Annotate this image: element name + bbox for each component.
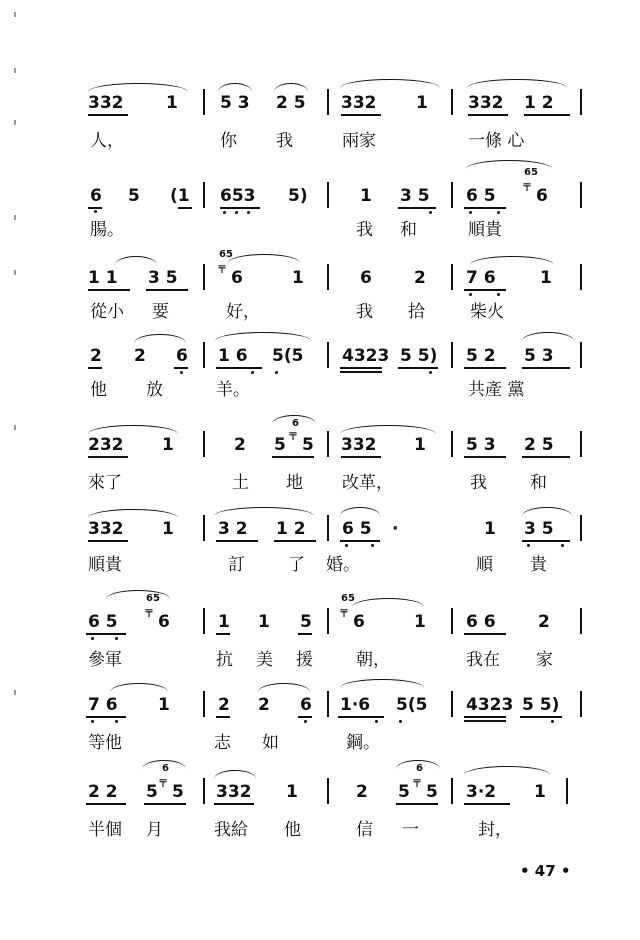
notes: 1 2 bbox=[276, 519, 306, 539]
lyric: 改革， bbox=[342, 473, 393, 493]
notes: 7 6 bbox=[466, 268, 496, 288]
grace-note-ornament: 6 bbox=[162, 763, 169, 774]
barline bbox=[327, 691, 329, 717]
lyric: 家 bbox=[536, 650, 553, 670]
slur bbox=[214, 770, 256, 779]
barline bbox=[451, 691, 453, 717]
notes: 1 2 bbox=[524, 93, 554, 113]
notes: 3 5 bbox=[400, 186, 430, 206]
dot-below bbox=[497, 293, 500, 296]
lyric: 我在 bbox=[466, 650, 500, 670]
barline bbox=[451, 431, 453, 457]
barline bbox=[327, 342, 329, 368]
slur bbox=[522, 332, 574, 341]
notes: 2 bbox=[134, 346, 146, 366]
notes: 332 bbox=[88, 93, 124, 113]
slur bbox=[272, 415, 316, 424]
notes: 5 bbox=[146, 782, 158, 802]
underline bbox=[86, 803, 126, 805]
slur bbox=[106, 590, 170, 599]
dot-below bbox=[251, 371, 254, 374]
underline bbox=[88, 367, 102, 369]
dot-below bbox=[115, 720, 118, 723]
notes: 6 5 bbox=[88, 612, 118, 632]
underline bbox=[398, 207, 436, 209]
lyric: 來了 bbox=[88, 473, 122, 493]
notes: 5) bbox=[288, 186, 308, 206]
dot-below bbox=[399, 720, 402, 723]
slur bbox=[352, 598, 424, 607]
barline bbox=[451, 89, 453, 115]
dot-below bbox=[375, 720, 378, 723]
lyric: 放 bbox=[146, 380, 163, 400]
lyric: 土 bbox=[232, 473, 249, 493]
underline bbox=[338, 716, 384, 718]
underline bbox=[88, 114, 128, 116]
lyric: 志 bbox=[214, 733, 231, 753]
lyric: 鋼。 bbox=[346, 733, 380, 753]
underline bbox=[88, 540, 128, 542]
notes: 5 bbox=[426, 782, 438, 802]
slur bbox=[274, 83, 308, 92]
barline bbox=[580, 342, 582, 368]
notes: 5 3 bbox=[220, 93, 250, 113]
notes: (1 bbox=[170, 186, 190, 206]
notes: 1 6 bbox=[218, 346, 248, 366]
notes: 2 2 bbox=[88, 782, 118, 802]
underline bbox=[340, 371, 382, 373]
lyric: 從小 bbox=[90, 302, 124, 322]
slur bbox=[115, 256, 157, 265]
notes: 1·6 bbox=[340, 695, 371, 715]
dot-below bbox=[527, 544, 530, 547]
lyric: 順貴 bbox=[468, 220, 502, 240]
score-system bbox=[0, 160, 640, 260]
dot-below bbox=[429, 371, 432, 374]
lyric: 人， bbox=[90, 131, 124, 151]
grace-note-ornament: 65 bbox=[341, 593, 355, 604]
underline bbox=[340, 540, 380, 542]
dot-below bbox=[429, 211, 432, 214]
dot-below bbox=[235, 211, 238, 214]
notes: 5 5) bbox=[522, 695, 560, 715]
notes: 2 bbox=[538, 612, 550, 632]
barline bbox=[327, 608, 329, 634]
notes: 653 bbox=[220, 186, 256, 206]
notes: 7 6 bbox=[88, 695, 118, 715]
dot-below bbox=[551, 720, 554, 723]
slur bbox=[396, 760, 440, 769]
lyric: 貴 bbox=[530, 555, 547, 575]
underline bbox=[522, 540, 570, 542]
dot-below bbox=[180, 371, 183, 374]
slur bbox=[470, 256, 554, 265]
underline bbox=[522, 456, 570, 458]
underline bbox=[216, 367, 262, 369]
underline bbox=[464, 716, 506, 718]
underline bbox=[216, 540, 258, 542]
lyric: 好， bbox=[226, 302, 260, 322]
dot-below bbox=[497, 211, 500, 214]
notes: 232 bbox=[88, 435, 124, 455]
lyric: 一 bbox=[402, 820, 419, 840]
underline bbox=[144, 803, 186, 805]
notes: 3 5 bbox=[524, 519, 554, 539]
lyric: 半個 bbox=[88, 820, 122, 840]
notes: 332 bbox=[468, 93, 504, 113]
underline bbox=[214, 803, 254, 805]
dot-below bbox=[469, 211, 472, 214]
barline bbox=[451, 182, 453, 208]
lyric: 我給 bbox=[214, 820, 248, 840]
grace-note-ornament: 〒 bbox=[288, 432, 298, 443]
notes: 1 bbox=[360, 186, 372, 206]
notes: 1 bbox=[540, 268, 552, 288]
slur bbox=[258, 683, 310, 692]
lyric: 朝， bbox=[356, 650, 390, 670]
underline bbox=[524, 114, 570, 116]
lyric: 腸。 bbox=[90, 220, 124, 240]
slur bbox=[340, 507, 380, 516]
lyric: 羊。 bbox=[216, 380, 250, 400]
slur bbox=[228, 254, 300, 263]
lyric: 如 bbox=[262, 733, 279, 753]
slur bbox=[88, 83, 188, 92]
barline bbox=[327, 264, 329, 290]
lyric: 和 bbox=[530, 473, 547, 493]
grace-note-ornament: 〒 bbox=[522, 183, 532, 194]
notes: 1 bbox=[258, 612, 270, 632]
notes: 332 bbox=[341, 435, 377, 455]
barline bbox=[327, 89, 329, 115]
notes: 1 bbox=[218, 612, 230, 632]
underline bbox=[396, 803, 438, 805]
grace-note-ornament: 65 bbox=[219, 249, 233, 260]
barline bbox=[203, 89, 205, 115]
lyric: 封， bbox=[478, 820, 512, 840]
dot-below bbox=[91, 637, 94, 640]
notes: 1 bbox=[292, 268, 304, 288]
notes: 1 bbox=[414, 435, 426, 455]
notes: 6 bbox=[231, 268, 243, 288]
slur bbox=[340, 79, 440, 88]
underline bbox=[464, 367, 506, 369]
lyric: 美 bbox=[256, 650, 273, 670]
notes: 5(5 bbox=[272, 346, 304, 366]
page-number: • 47 • bbox=[520, 862, 571, 880]
notes: 2 bbox=[90, 346, 102, 366]
underline bbox=[216, 633, 230, 635]
notes: 5 bbox=[302, 435, 314, 455]
lyric: 一條 心 bbox=[468, 131, 525, 151]
barline bbox=[580, 431, 582, 457]
lyric: 月 bbox=[146, 820, 163, 840]
lyric: 了 bbox=[288, 555, 305, 575]
slur bbox=[110, 683, 168, 692]
barline bbox=[451, 778, 453, 804]
grace-note-ornament: 〒 bbox=[158, 779, 168, 790]
notes: 4323 bbox=[466, 695, 514, 715]
notes: 1 bbox=[158, 695, 170, 715]
notes: 6 bbox=[300, 695, 312, 715]
underline bbox=[520, 716, 562, 718]
notes: 5(5 bbox=[396, 695, 428, 715]
notes: 2 bbox=[234, 435, 246, 455]
barline bbox=[203, 342, 205, 368]
lyric: 順 bbox=[476, 555, 493, 575]
lyric: 援 bbox=[296, 650, 313, 670]
lyric: 參軍 bbox=[88, 650, 122, 670]
notes: 5 bbox=[274, 435, 286, 455]
lyric: 兩家 bbox=[342, 131, 376, 151]
underline bbox=[86, 633, 126, 635]
barline bbox=[566, 778, 568, 804]
underline bbox=[298, 633, 312, 635]
notes: 5 2 bbox=[466, 346, 496, 366]
notes: 5 3 bbox=[466, 435, 496, 455]
notes: 2 5 bbox=[276, 93, 306, 113]
lyric: 我 bbox=[276, 131, 293, 151]
lyric: 婚。 bbox=[326, 555, 360, 575]
notes: 1 bbox=[162, 519, 174, 539]
dot-below bbox=[115, 637, 118, 640]
slur bbox=[214, 507, 314, 516]
slur bbox=[134, 334, 186, 343]
notes: 6 bbox=[360, 268, 372, 288]
slur bbox=[522, 507, 572, 516]
barline bbox=[580, 608, 582, 634]
notes: 2 bbox=[258, 695, 270, 715]
slur bbox=[466, 160, 552, 169]
grace-note-ornament: 〒 bbox=[339, 609, 349, 620]
slur bbox=[464, 766, 550, 775]
slur bbox=[340, 679, 424, 688]
notes: 6 bbox=[353, 612, 365, 632]
underline bbox=[522, 367, 570, 369]
grace-note-ornament: 65 bbox=[146, 593, 160, 604]
lyric: 共產 黨 bbox=[468, 380, 525, 400]
underline bbox=[298, 716, 312, 718]
notes: 1 bbox=[414, 612, 426, 632]
notes: 2 bbox=[218, 695, 230, 715]
slur bbox=[467, 79, 567, 88]
lyric: 要 bbox=[152, 302, 169, 322]
notes: 4323 bbox=[342, 346, 390, 366]
notes: 3 5 bbox=[148, 268, 178, 288]
dot-below bbox=[345, 544, 348, 547]
lyric: 我 bbox=[470, 473, 487, 493]
underline bbox=[272, 456, 314, 458]
notes: 6 bbox=[90, 186, 102, 206]
slur bbox=[88, 425, 178, 434]
grace-note-ornament: 〒 bbox=[412, 779, 422, 790]
notes: 5 bbox=[300, 612, 312, 632]
underline bbox=[341, 456, 381, 458]
lyric: 他 bbox=[284, 820, 301, 840]
notes: 5 bbox=[128, 186, 140, 206]
notes: 5 bbox=[398, 782, 410, 802]
margin-mark bbox=[14, 12, 16, 17]
underline bbox=[464, 633, 506, 635]
slur bbox=[88, 509, 178, 518]
barline bbox=[327, 778, 329, 804]
underline bbox=[274, 540, 316, 542]
notes: 1 bbox=[484, 519, 496, 539]
notes: 6 bbox=[158, 612, 170, 632]
slur bbox=[340, 425, 436, 434]
barline bbox=[203, 515, 205, 541]
lyric: 拾 bbox=[408, 302, 425, 322]
underline bbox=[464, 803, 510, 805]
dot-below bbox=[304, 720, 307, 723]
notes: 2 bbox=[356, 782, 368, 802]
lyric: 抗 bbox=[216, 650, 233, 670]
dot-below bbox=[561, 544, 564, 547]
underline bbox=[174, 367, 188, 369]
barline bbox=[203, 431, 205, 457]
underline bbox=[88, 456, 128, 458]
notes: · bbox=[392, 519, 399, 539]
grace-note-ornament: 〒 bbox=[217, 265, 227, 276]
underline bbox=[464, 207, 506, 209]
notes: 2 5 bbox=[524, 435, 554, 455]
barline bbox=[203, 608, 205, 634]
grace-note-ornament: 6 bbox=[416, 763, 423, 774]
barline bbox=[203, 182, 205, 208]
underline bbox=[220, 207, 260, 209]
underline bbox=[86, 716, 126, 718]
barline bbox=[580, 691, 582, 717]
lyric: 信 bbox=[356, 820, 373, 840]
dot-below bbox=[275, 371, 278, 374]
underline bbox=[88, 207, 102, 209]
lyric: 等他 bbox=[88, 733, 122, 753]
slur bbox=[218, 83, 252, 92]
notes: 332 bbox=[341, 93, 377, 113]
notes: 6 bbox=[176, 346, 188, 366]
lyric: 地 bbox=[286, 473, 303, 493]
lyric: 我 bbox=[356, 220, 373, 240]
notes: 5 3 bbox=[524, 346, 554, 366]
notes: 1 bbox=[166, 93, 178, 113]
notes: 6 5 bbox=[466, 186, 496, 206]
score-system bbox=[0, 415, 640, 515]
underline bbox=[398, 367, 438, 369]
notes: 3 2 bbox=[218, 519, 248, 539]
lyric: 你 bbox=[220, 131, 237, 151]
dot-below bbox=[469, 293, 472, 296]
notes: 3·2 bbox=[466, 782, 497, 802]
barline bbox=[580, 264, 582, 290]
notes: 332 bbox=[216, 782, 252, 802]
barline bbox=[451, 264, 453, 290]
slur bbox=[142, 760, 186, 769]
underline bbox=[146, 289, 188, 291]
notes: 1 bbox=[162, 435, 174, 455]
notes: 6 bbox=[536, 186, 548, 206]
barline bbox=[580, 515, 582, 541]
notes: 2 bbox=[414, 268, 426, 288]
grace-note-ornament: 6 bbox=[292, 418, 299, 429]
barline bbox=[451, 342, 453, 368]
dot-below bbox=[91, 720, 94, 723]
dot-below bbox=[94, 210, 97, 213]
barline bbox=[327, 431, 329, 457]
barline bbox=[451, 608, 453, 634]
lyric: 他 bbox=[90, 380, 107, 400]
lyric: 和 bbox=[400, 220, 417, 240]
slur bbox=[215, 332, 311, 341]
lyric: 順貴 bbox=[88, 555, 122, 575]
notes: 1 bbox=[286, 782, 298, 802]
underline bbox=[464, 289, 506, 291]
notes: 5 5) bbox=[400, 346, 438, 366]
underline bbox=[340, 367, 382, 369]
underline bbox=[464, 720, 506, 722]
lyric: 訂 bbox=[228, 555, 245, 575]
barline bbox=[203, 778, 205, 804]
score-system bbox=[0, 760, 640, 860]
barline bbox=[203, 691, 205, 717]
notes: 1 bbox=[534, 782, 546, 802]
margin-mark bbox=[14, 68, 16, 73]
barline bbox=[327, 182, 329, 208]
dot-below bbox=[223, 211, 226, 214]
notes: 1 1 bbox=[88, 268, 118, 288]
barline bbox=[203, 264, 205, 290]
dot-below bbox=[371, 544, 374, 547]
notes: 6 5 bbox=[342, 519, 372, 539]
barline bbox=[580, 89, 582, 115]
lyric: 柴火 bbox=[470, 302, 504, 322]
grace-note-ornament: 〒 bbox=[144, 609, 154, 620]
underline bbox=[216, 716, 230, 718]
notes: 5 bbox=[172, 782, 184, 802]
notes: 1 bbox=[416, 93, 428, 113]
notes: 332 bbox=[88, 519, 124, 539]
barline bbox=[580, 182, 582, 208]
dot-below bbox=[247, 211, 250, 214]
grace-note-ornament: 65 bbox=[524, 167, 538, 178]
lyric: 我 bbox=[356, 302, 373, 322]
barline bbox=[327, 515, 329, 541]
notes: 6 6 bbox=[466, 612, 496, 632]
underline bbox=[468, 114, 508, 116]
underline bbox=[464, 456, 506, 458]
underline bbox=[88, 289, 130, 291]
underline bbox=[178, 207, 192, 209]
underline bbox=[341, 114, 381, 116]
